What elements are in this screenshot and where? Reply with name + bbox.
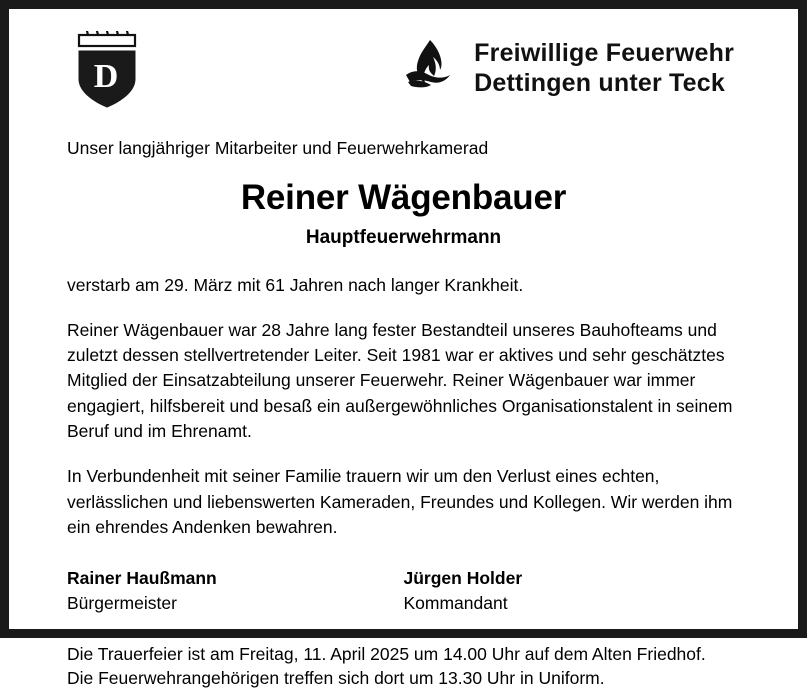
funeral-details-line1: Die Trauerfeier ist am Freitag, 11. April 2025 um 14.00 Uhr auf dem Alten Friedhof. [67,643,706,664]
death-statement: verstarb am 29. März mit 61 Jahren nach langer Krankheit. [67,274,524,295]
signatory-name: Rainer Haußmann [67,567,217,588]
signatory-role: Bürgermeister [67,593,177,614]
fire-brigade-flame-eagle-icon [400,37,462,99]
tribute-paragraph-1 [67,318,740,445]
svg-text:D: D [93,58,119,95]
deceased-name: Reiner Wägenbauer [240,177,567,217]
fire-brigade-name-line1: Freiwillige Feuerwehr [474,38,734,67]
notice-inner [9,9,798,689]
signatory-commander [404,567,741,616]
signatory-name: Jürgen Holder [403,567,523,588]
tribute-paragraph-2-text: In Verbundenheit mit seiner Familie trauern wir um den Verlust eines echten, verlässlichen und liebenswerten Kameraden, Freundes und Kollegen. Wir werden ihm ein ehrendes Andenken bewahren. [67,466,733,538]
deceased-rank: Hauptfeuerwehrmann [305,227,502,249]
lede-text: Unser langjähriger Mitarbeiter und Feuerwehrkamerad [67,138,489,158]
notice-header [67,31,740,123]
fire-brigade-branding [400,37,734,99]
fire-brigade-name-line2: Dettingen unter Teck [474,69,725,97]
signatory-mayor [67,567,404,616]
funeral-details-line2: Die Feuerwehrangehörigen treffen sich dort um 13.30 Uhr in Uniform. [67,668,605,689]
town-coat-of-arms-d-icon [73,31,151,109]
fire-brigade-name [474,38,734,99]
funeral-details [67,642,740,691]
signature-block [67,567,740,616]
tribute-paragraph-2 [67,464,740,540]
signatory-role: Kommandant [403,593,508,614]
tribute-paragraph-1-text: Reiner Wägenbauer war 28 Jahre lang fester Bestandteil unseres Bauhofteams und zuletzt dessen stellvertretender Leiter. Seit 1981 war er aktives und sehr geschätztes Mitglied der Einsatzabteilung unserer Feuerwehr. Reiner Wägenbauer war immer engagiert, hilfsbereit und besaß ein außergewöhnliches Organisationstalent in seinem Beruf und im Ehrenamt. [67,319,733,442]
